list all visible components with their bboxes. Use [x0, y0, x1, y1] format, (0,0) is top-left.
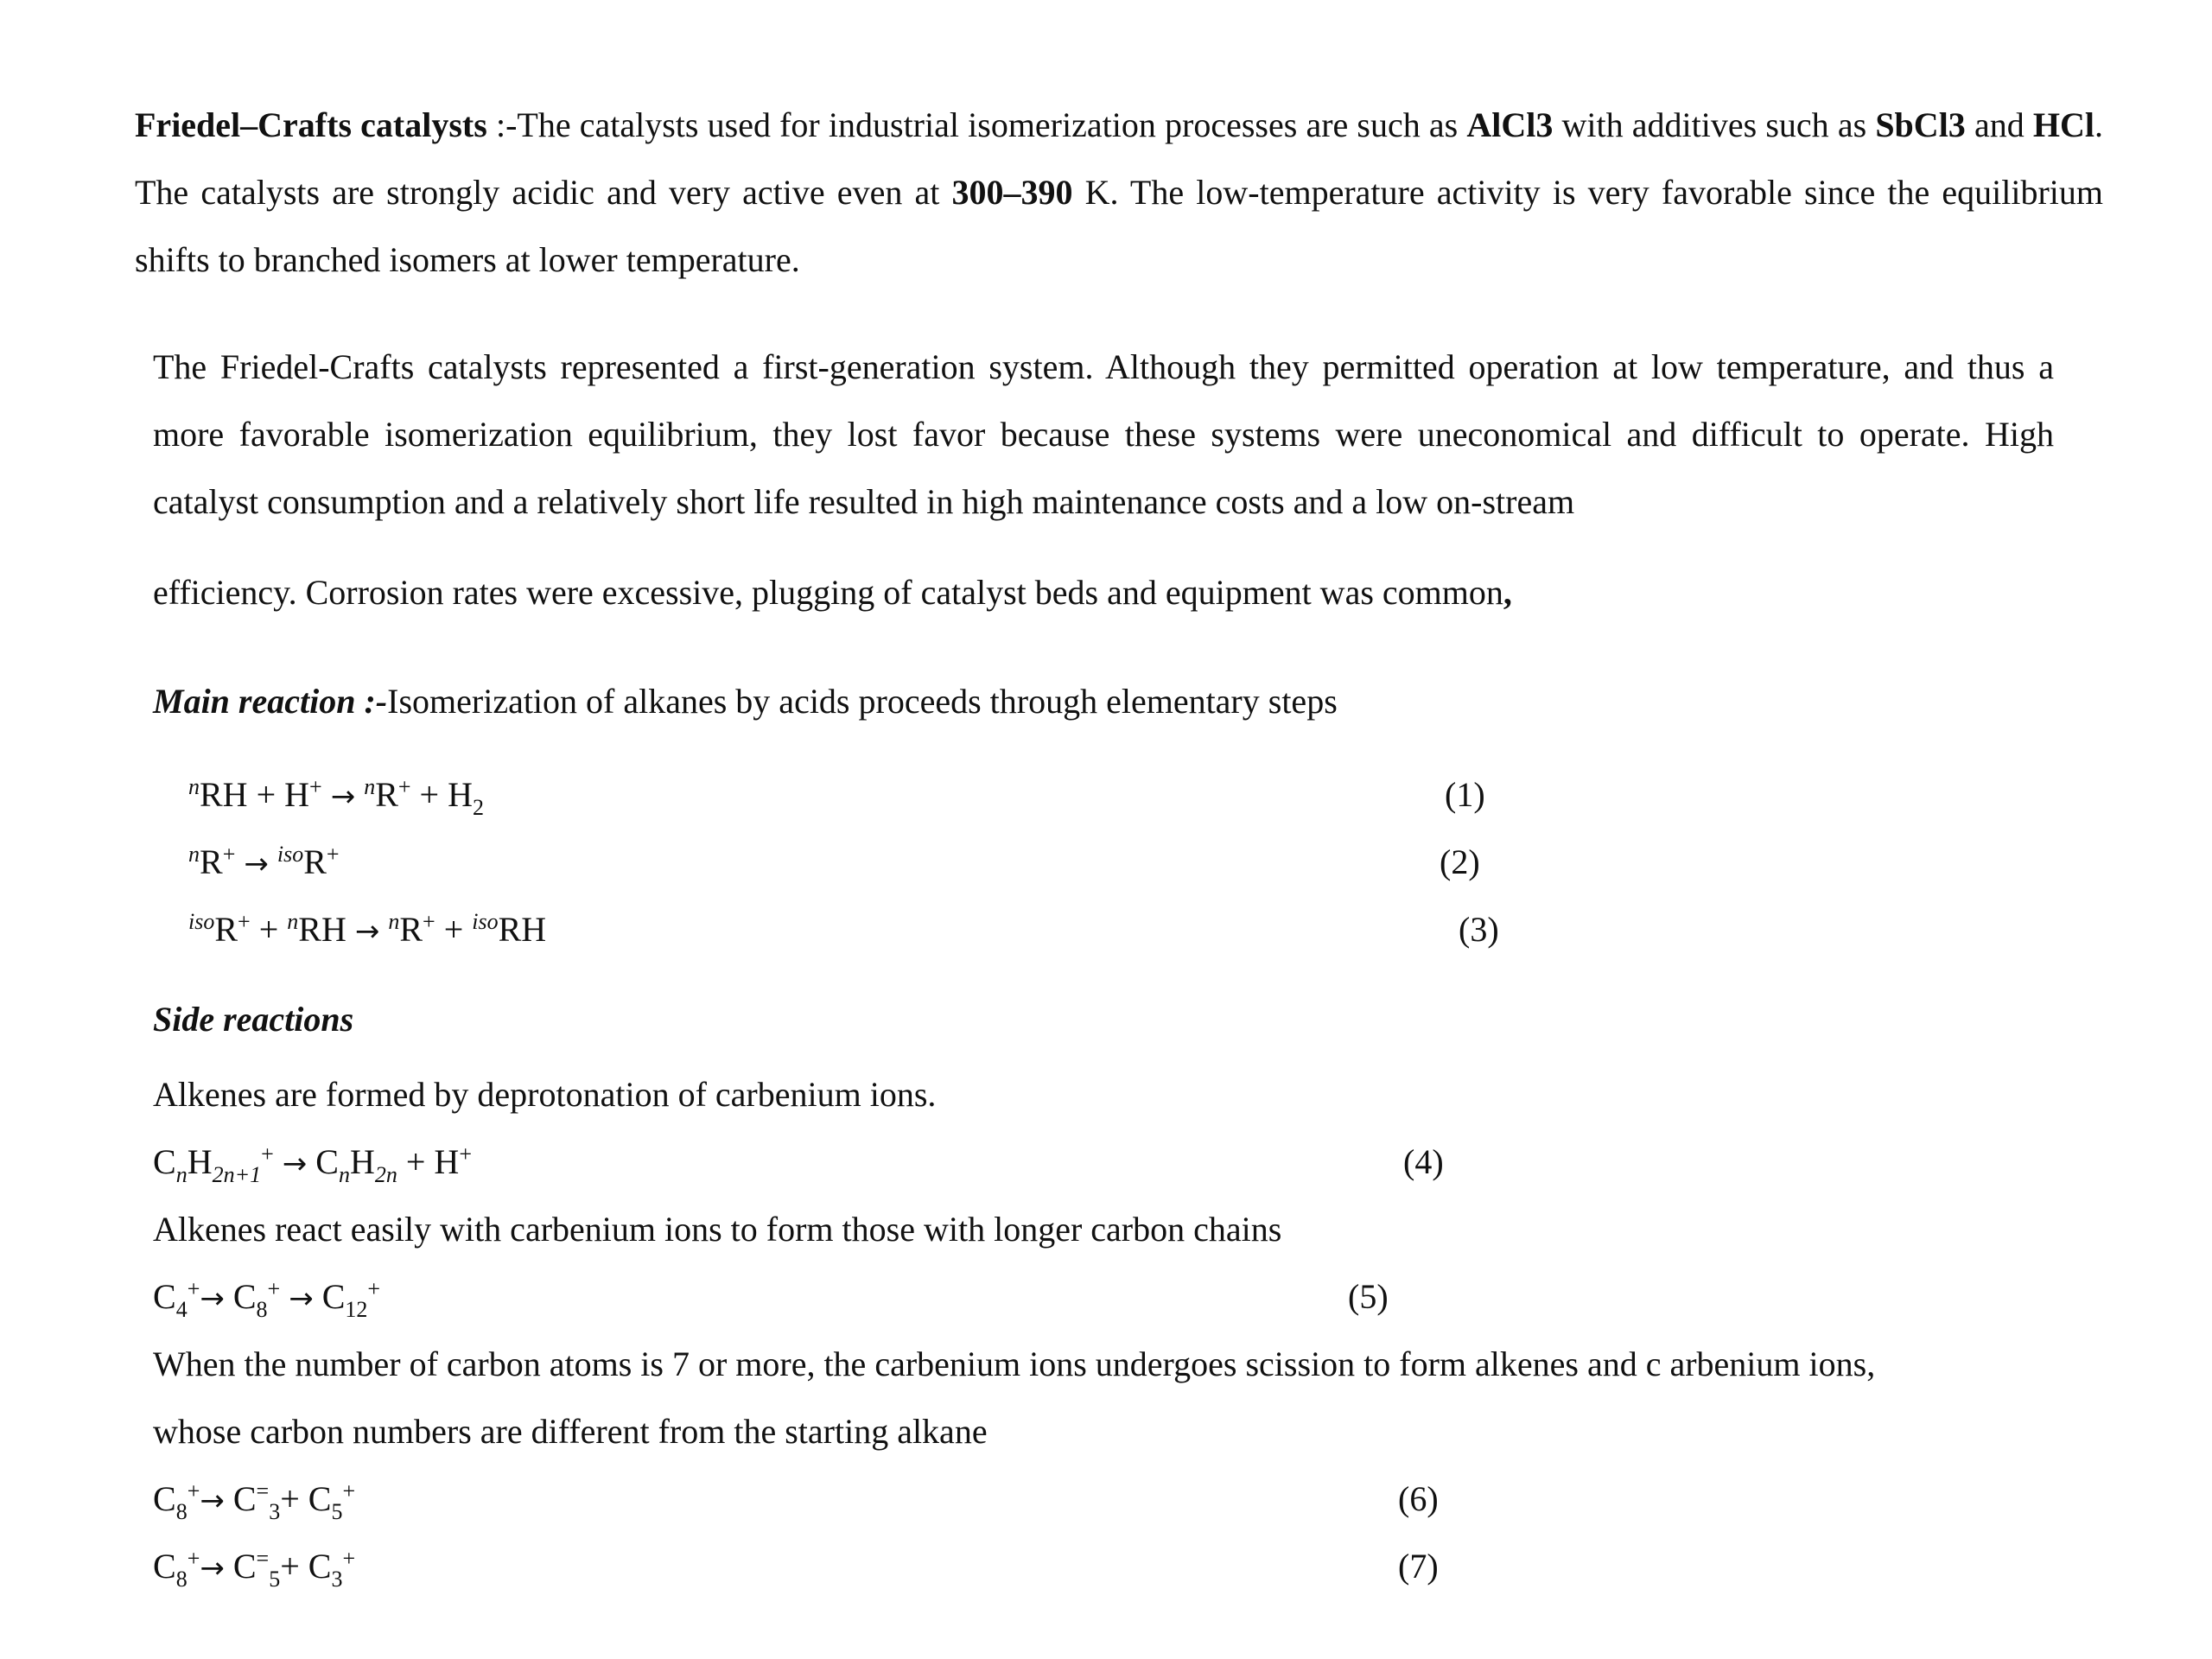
equation-1-number: (1): [1445, 775, 1485, 814]
equation-1: $^nRH + H^+ \to ^nR^+ + H_2$: [188, 774, 484, 820]
paragraph-first-generation: The Friedel-Crafts catalysts represented a first-generation system. Although they permitted operation at low temperature, and thus a more favorable isomerization equilibrium, they lost favor because these systems were uneconomical and difficult to operate. High catalyst consumption and a relatively short life resulted in high maintenance costs and a low on-stream: [153, 347, 2054, 521]
scission-text-line-1: When the number of carbon atoms is 7 or more, the carbenium ions undergoes scission to form alkenes and c arbenium ions,: [153, 1344, 1876, 1383]
equation-2-number: (2): [1440, 842, 1480, 881]
equation-5-number: (5): [1348, 1277, 1389, 1316]
term-friedel-crafts-catalysts: Friedel–Crafts catalysts: [135, 105, 487, 144]
main-reaction-heading: Main reaction :-Isomerization of alkanes by acids proceeds through elementary steps: [153, 682, 1338, 721]
alkenes-react-text: Alkenes react easily with carbenium ions to form those with longer carbon chains: [153, 1210, 1282, 1249]
scission-text-line-2: whose carbon numbers are different from the starting alkane: [153, 1412, 988, 1451]
paragraph-friedel-crafts-catalysts: Friedel–Crafts catalysts :-The catalysts used for industrial isomerization processes are such as AlCl3 with additives such as SbCl3 and HCl. The catalysts are strongly acidic and very active even at 300–390 K. The low-temperature activity is very favorable since the equilibrium shifts to branched isomers at lower temperature.: [135, 105, 2104, 279]
equation-7-number: (7): [1398, 1547, 1439, 1586]
equation-7: $C_8^+\to C^=_5+ C_3^+$: [153, 1546, 356, 1592]
equation-2: $^n$R+ → $^{iso}$R+: [188, 842, 340, 881]
equation-3: $^{iso}$R+ + $^n$RH → $^n$R+ + $^{iso}$RH: [188, 909, 547, 949]
alkenes-formed-text: Alkenes are formed by deprotonation of carbenium ions.: [153, 1075, 937, 1114]
equation-6: $C_8^+\to C^=_3+ C_5^+$: [153, 1478, 356, 1524]
equation-3-number: (3): [1459, 910, 1499, 949]
paragraph-first-generation-last-line: efficiency. Corrosion rates were excessive, plugging of catalyst beds and equipment was common,: [153, 573, 1512, 612]
side-reactions-heading: Side reactions: [153, 1000, 354, 1039]
equation-4: $C_nH_{2n+1}^+ \to C_nH_{2n} + H^+$: [153, 1141, 472, 1187]
equation-5: $C_4^+\to C_8^+ \to C_{12}^+$: [153, 1276, 381, 1322]
equation-6-number: (6): [1398, 1479, 1439, 1518]
equation-4-number: (4): [1403, 1142, 1444, 1181]
